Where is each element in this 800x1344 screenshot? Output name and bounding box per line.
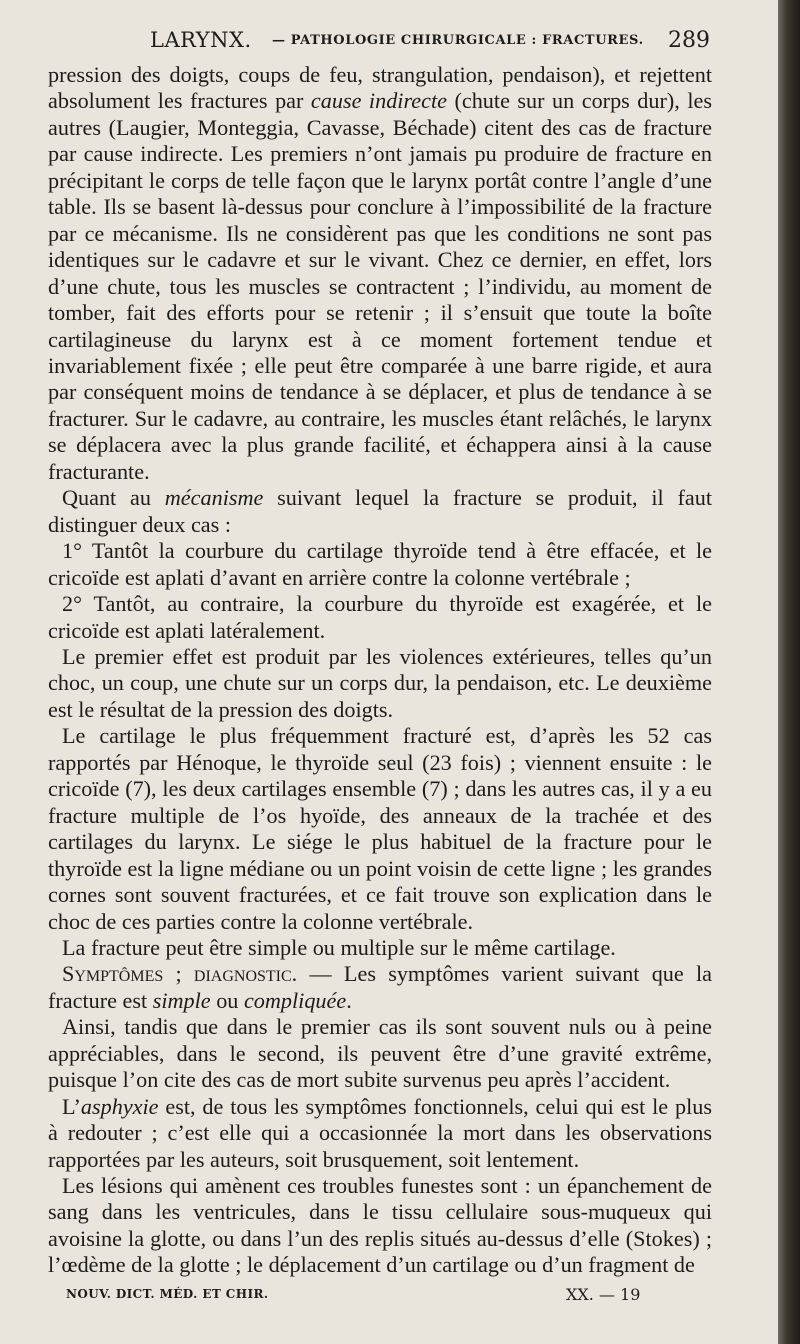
text-run: — Les symptômes varient suivant que la fracture est [48, 961, 713, 1013]
text-run: (chute sur un corps dur), les autres (Laugier, Monteggia, Cavasse, Béchade) citent des cas de fracture par cause indirecte. Les premiers n’ont jamais pu produire de fracture en précipitant le corps de telle façon que le larynx portât contre l’angle d’une table. Ils se basent là-dessus pour conclure à l’impossibilité de la fracture par ce mécanisme. Ils ne considèrent pas que les conditions ne sont pas identiques sur le cadavre et sur le vivant. Chez ce dernier, en effet, lors d’une chute, tous les muscles se contractent ; l’individu, au moment de tomber, fait des efforts pour se retenir ; il s’ensuit que toute la boîte cartilagineuse du larynx est à ce moment fortement tendue et invariablement fixée ; elle peut être comparée à une barre rigide, et aura par conséquent moins de tendance à se déplacer, et plus de tendance à se fracturer. Sur le cadavre, au contraire, les muscles étant relâchés, le larynx se déplacera avec la plus grande facilité, et échappera ainsi à la cause fracturante. [48, 88, 712, 484]
paragraph [48, 62, 712, 485]
paragraph [48, 1173, 712, 1279]
text-run: Quant au [62, 485, 165, 511]
italic-text: cause indirecte [310, 88, 447, 114]
text-run: 2° Tantôt, au contraire, la courbure du thyroïde est exagérée, et le cricoïde est aplati latéralement. [48, 591, 712, 643]
body-text [48, 62, 712, 1279]
paragraph [48, 1094, 712, 1173]
page-footer [66, 1285, 666, 1305]
text-run: suivant lequel la fracture se produit, il faut distinguer deux cas : [48, 485, 713, 537]
text-run: ou [210, 987, 244, 1013]
paragraph [48, 1014, 712, 1093]
header-subtitle: — PATHOLOGIE CHIRURGICALE : FRACTURES. [272, 33, 644, 48]
running-header [150, 28, 710, 58]
page-number: 289 [668, 28, 710, 53]
paragraph [48, 961, 712, 1014]
text-run: Ainsi, tandis que dans le premier cas ils sont souvent nuls ou à peine appréciables, dans le second, ils peuvent être d’une gravité extrême, puisque l’on cite des cas de mort subite survenus peu après l’accident. [48, 1014, 712, 1093]
text-run: 1° Tantôt la courbure du cartilage thyroïde tend à être effacée, et le cricoïde est aplati d’avant en arrière contre la colonne vertébrale ; [48, 538, 712, 590]
paragraph [48, 723, 712, 935]
text-run: . [346, 987, 352, 1013]
italic-text: simple [152, 987, 211, 1013]
text-run: Le premier effet est produit par les violences extérieures, telles qu’un choc, un coup, une chute sur un corps dur, la pendaison, etc. Le deuxième est le résultat de la pression des doigts. [48, 643, 712, 722]
text-run: L’ [62, 1093, 81, 1119]
text-run: pression des doigts, coups de feu, strangulation, pendaison), et rejettent absolument les fractures par [48, 62, 712, 114]
paragraph [48, 538, 712, 591]
text-run: est, de tous les symptômes fonctionnels, celui qui est le plus à redouter ; c’est elle qui a occasionnée la mort dans les observations rapportées par les auteurs, soit brusquement, soit lentement. [48, 1093, 712, 1172]
italic-text: asphyxie [80, 1093, 159, 1119]
paragraph [48, 485, 712, 538]
text-run: Le cartilage le plus fréquemment fracturé est, d’après les 52 cas rapportés par Hénoque, le thyroïde seul (23 fois) ; viennent ensuite : le cricoïde (7), les deux cartilages ensemble (7) ; dans les autres cas, il y a eu fracture multiple de l’os hyoïde, des anneaux de la trachée et des cartilages du larynx. Le siége le plus habituel de la fracture pour le thyroïde est la ligne médiane ou un point voisin de cette ligne ; les grandes cornes sont souvent fracturées, et ce fait trouve son explication dans le choc de ces parties contre la colonne vertébrale. [48, 723, 712, 934]
section-heading-text: Symptômes ; diagnostic. [62, 961, 298, 987]
footer-signature: XX. — 19 [566, 1285, 641, 1304]
paragraph [48, 591, 712, 644]
paragraph [48, 644, 712, 723]
paragraph [48, 935, 712, 961]
page-edge-shadow [778, 0, 800, 1344]
header-section-title: LARYNX. [150, 28, 252, 52]
footer-publication: NOUV. DICT. MÉD. ET CHIR. [66, 1287, 269, 1301]
text-run: La fracture peut être simple ou multiple sur le même cartilage. [62, 934, 616, 960]
italic-text: mécanisme [164, 485, 264, 511]
text-run: Les lésions qui amènent ces troubles funestes sont : un épanchement de sang dans les ventricules, dans le tissu cellulaire sous-muqueux qui avoisine la glotte, ou dans l’un des replis situés au-dessus d’elle (Stokes) ; l’œdème de la glotte ; le déplacement d’un cartilage ou d’un fragment de [48, 1173, 712, 1278]
italic-text: compliquée [243, 987, 347, 1013]
